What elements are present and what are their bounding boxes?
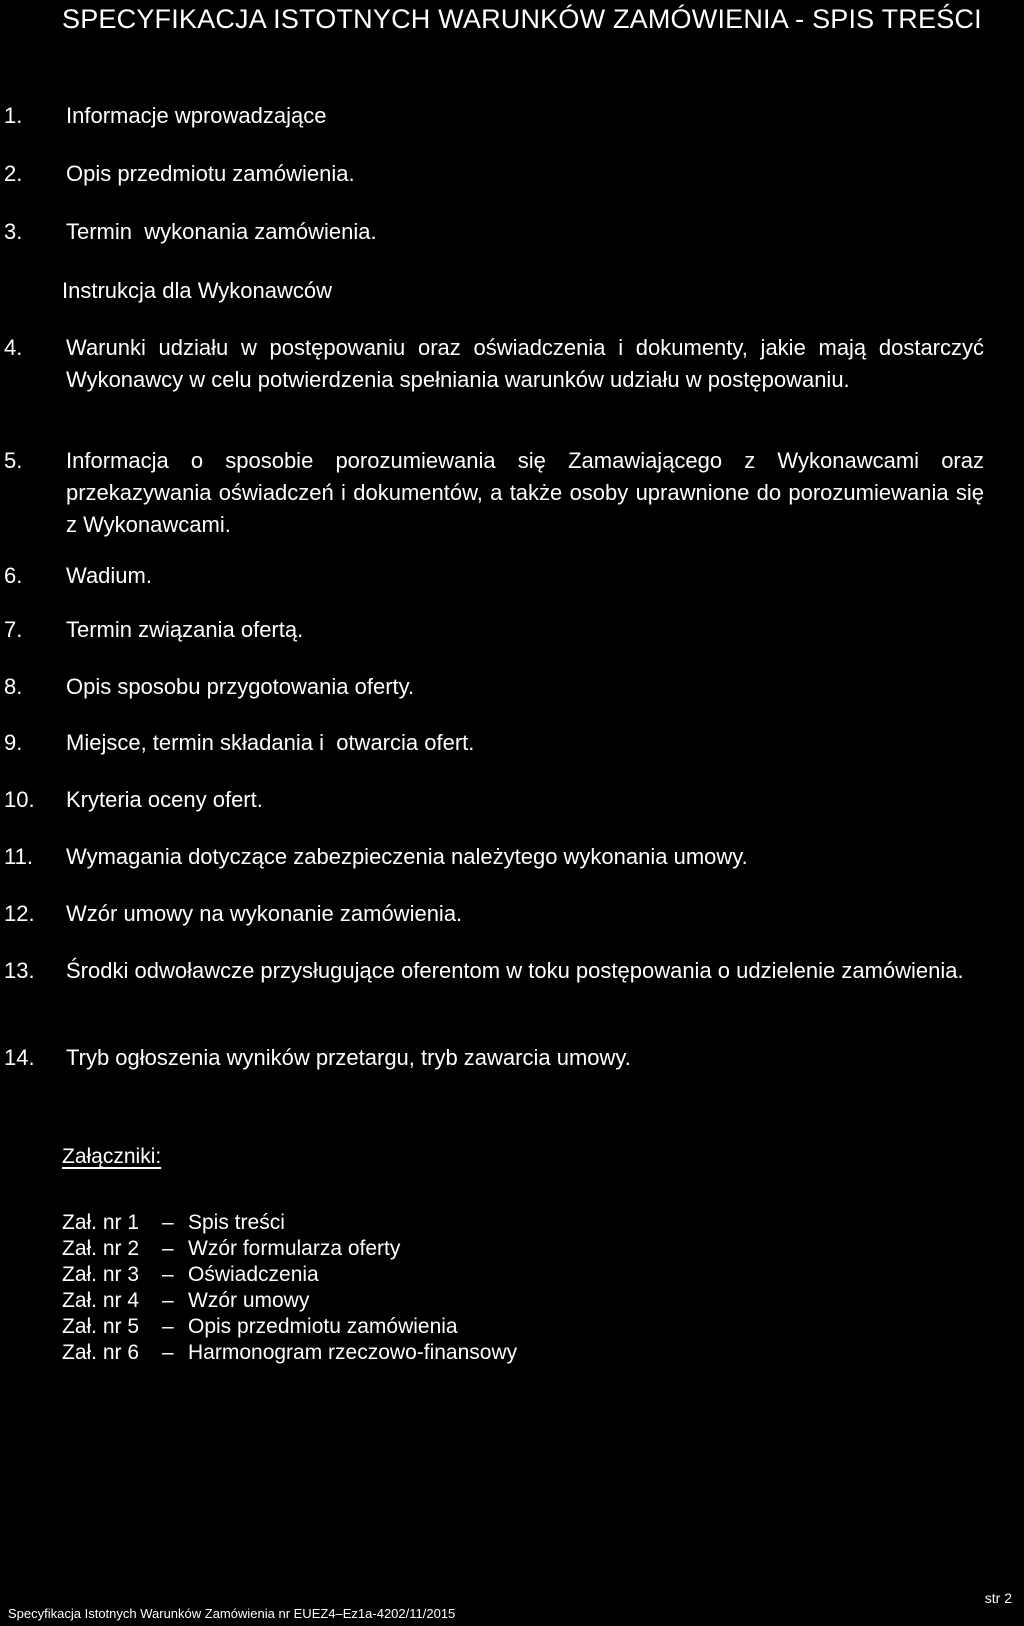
toc-item bbox=[4, 158, 984, 190]
toc-item-number: 2. bbox=[4, 161, 23, 186]
attachment-item bbox=[62, 1236, 400, 1262]
toc-item bbox=[4, 100, 984, 132]
toc-item bbox=[4, 784, 984, 816]
attachment-item bbox=[62, 1340, 517, 1366]
toc-item-number: 5. bbox=[4, 448, 23, 473]
attachment-dash: – bbox=[162, 1289, 174, 1312]
toc-item-number: 13. bbox=[4, 958, 35, 983]
toc-item bbox=[4, 216, 984, 248]
attachment-title: Spis treści bbox=[188, 1211, 285, 1234]
attachment-dash: – bbox=[162, 1315, 174, 1338]
attachment-label: Zał. nr 5 bbox=[62, 1315, 140, 1338]
attachment-title: Wzór formularza oferty bbox=[188, 1237, 401, 1260]
toc-item bbox=[4, 955, 1020, 1019]
attachment-label: Zał. nr 4 bbox=[62, 1289, 140, 1312]
toc-item-text: Wzór umowy na wykonanie zamówienia. bbox=[66, 901, 463, 926]
toc-item-text: Wadium. bbox=[66, 563, 152, 588]
toc-item bbox=[4, 671, 984, 703]
toc-item-text: Środki odwoławcze przysługujące oferentom w toku postępowania o udzielenie zamówienia. bbox=[66, 958, 964, 983]
toc-item bbox=[4, 332, 984, 428]
toc-item-number: 10. bbox=[4, 787, 35, 812]
toc-item-text: Termin wykonania zamówienia. bbox=[66, 219, 377, 244]
attachment-title: Oświadczenia bbox=[188, 1263, 319, 1286]
page-number: str 2 bbox=[984, 1590, 1012, 1606]
toc-item bbox=[4, 727, 984, 759]
attachment-dash: – bbox=[162, 1341, 174, 1364]
toc-item-number: 7. bbox=[4, 617, 23, 642]
toc-item bbox=[4, 614, 984, 646]
toc-item bbox=[4, 841, 984, 873]
toc-item-number: 14. bbox=[4, 1045, 35, 1070]
toc-item-text: Opis przedmiotu zamówienia. bbox=[66, 161, 355, 186]
attachment-label: Zał. nr 2 bbox=[62, 1237, 140, 1260]
toc-item-text: Opis sposobu przygotowania oferty. bbox=[66, 674, 415, 699]
toc-item bbox=[4, 898, 984, 930]
toc-item-number: 12. bbox=[4, 901, 35, 926]
attachment-label: Zał. nr 6 bbox=[62, 1341, 140, 1364]
attachments-heading: Załączniki: bbox=[62, 1145, 162, 1168]
attachment-item bbox=[62, 1262, 319, 1288]
attachment-item bbox=[62, 1314, 458, 1340]
toc-item-number: 6. bbox=[4, 563, 23, 588]
toc-item-text: Tryb ogłoszenia wyników przetargu, tryb zawarcia umowy. bbox=[66, 1045, 631, 1070]
toc-item-text: Miejsce, termin składania i otwarcia ofert. bbox=[66, 730, 475, 755]
toc-item-number: 1. bbox=[4, 103, 23, 128]
toc-item-text: Kryteria oceny ofert. bbox=[66, 787, 263, 812]
attachment-dash: – bbox=[162, 1211, 174, 1234]
attachment-item bbox=[62, 1288, 309, 1314]
toc-item-text: Informacja o sposobie porozumiewania się Zamawiającego z Wykonawcami oraz przekazywania oświadczeń i dokumentów, a także osoby uprawnione do porozumiewania się z Wykonawcami. bbox=[66, 448, 984, 537]
attachment-dash: – bbox=[162, 1237, 174, 1260]
section-heading: Instrukcja dla Wykonawców bbox=[62, 278, 333, 303]
attachment-label: Zał. nr 3 bbox=[62, 1263, 140, 1286]
toc-item-number: 3. bbox=[4, 219, 23, 244]
toc-item-number: 11. bbox=[4, 844, 33, 869]
toc-item-number: 9. bbox=[4, 730, 23, 755]
toc-item-text: Informacje wprowadzające bbox=[66, 103, 327, 128]
attachment-title: Wzór umowy bbox=[188, 1289, 310, 1312]
toc-item-text: Termin związania ofertą. bbox=[66, 617, 304, 642]
attachment-title: Opis przedmiotu zamówienia bbox=[188, 1315, 458, 1338]
toc-item-number: 4. bbox=[4, 335, 23, 360]
toc-item bbox=[4, 1042, 984, 1074]
toc-item bbox=[4, 560, 984, 592]
footer-text: Specyfikacja Istotnych Warunków Zamówienia nr EUEZ4–Ez1a-4202/11/2015 bbox=[8, 1606, 456, 1621]
attachment-label: Zał. nr 1 bbox=[62, 1211, 140, 1234]
toc-item-number: 8. bbox=[4, 674, 23, 699]
attachment-dash: – bbox=[162, 1263, 174, 1286]
toc-item-text: Warunki udziału w postępowaniu oraz oświadczenia i dokumenty, jakie mają dostarczyć Wykonawcy w celu potwierdzenia spełniania warunków udziału w postępowaniu. bbox=[66, 335, 984, 392]
toc-item bbox=[4, 445, 984, 541]
attachment-title: Harmonogram rzeczowo-finansowy bbox=[188, 1341, 518, 1364]
attachment-item bbox=[62, 1210, 285, 1236]
page-title: SPECYFIKACJA ISTOTNYCH WARUNKÓW ZAMÓWIENIA - SPIS TREŚCI bbox=[62, 4, 982, 34]
toc-item-text: Wymagania dotyczące zabezpieczenia należytego wykonania umowy. bbox=[66, 844, 748, 869]
